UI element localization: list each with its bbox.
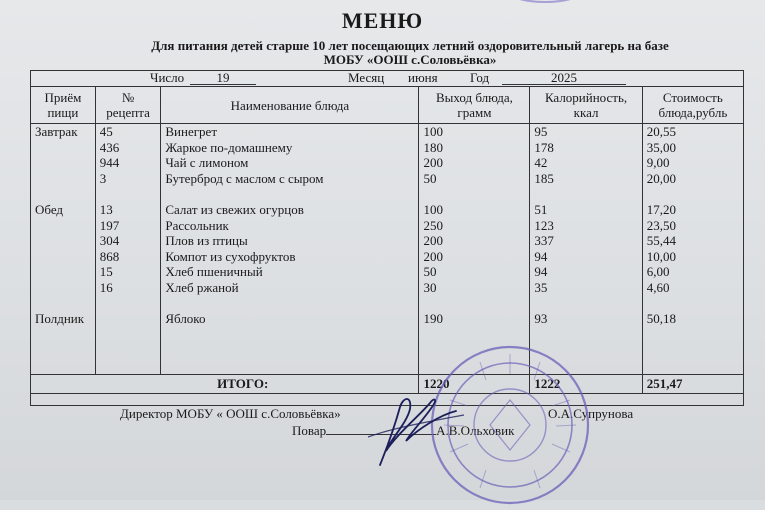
cell-recipe: 15 — [95, 264, 161, 280]
cell-calories: 42 — [530, 155, 642, 171]
table-row — [31, 140, 744, 156]
director-name: О.А.Супрунова — [548, 406, 634, 421]
table-row — [31, 202, 744, 218]
cell-calories: 93 — [530, 311, 642, 327]
cell-cost: 20,00 — [642, 171, 743, 187]
month-value: июня — [408, 70, 438, 85]
cell-output: 200 — [419, 155, 530, 171]
cell-cost — [642, 342, 743, 358]
cell-output: 100 — [419, 202, 530, 218]
cell-output: 50 — [419, 171, 530, 187]
cook-label: Повар — [292, 423, 327, 438]
cell-dish: Винегрет — [161, 124, 419, 140]
cell-dish — [161, 358, 419, 374]
day-label: Число — [150, 70, 185, 85]
cell-cost: 23,50 — [642, 218, 743, 234]
cell-cost — [642, 296, 743, 312]
cell-dish: Салат из свежих огурцов — [161, 202, 419, 218]
cell-calories: 95 — [530, 124, 642, 140]
cell-output: 30 — [419, 280, 530, 296]
cell-meal — [31, 249, 96, 265]
cell-dish: Бутерброд с маслом с сыром — [161, 171, 419, 187]
table-row — [31, 124, 744, 140]
cell-meal — [31, 358, 96, 374]
cell-dish: Компот из сухофруктов — [161, 249, 419, 265]
cell-calories — [530, 327, 642, 343]
cell-output — [419, 296, 530, 312]
menu-title: МЕНЮ — [341, 8, 424, 33]
table-row — [31, 296, 744, 312]
cell-dish: Яблоко — [161, 311, 419, 327]
date-line — [30, 70, 742, 86]
table-row — [31, 280, 744, 296]
cell-recipe — [95, 186, 161, 202]
cook-signature-line — [326, 422, 436, 435]
cell-meal: Завтрак — [31, 124, 96, 140]
cell-recipe: 868 — [95, 249, 161, 265]
cell-output: 190 — [419, 311, 530, 327]
header-cost: Стоимость блюда,рубль — [642, 87, 743, 124]
cell-recipe — [95, 342, 161, 358]
header-meal: Приём пищи — [31, 87, 96, 124]
cell-recipe: 944 — [95, 155, 161, 171]
cell-cost: 17,20 — [642, 202, 743, 218]
table-row — [31, 311, 744, 327]
table-row — [31, 233, 744, 249]
cell-dish: Плов из птицы — [161, 233, 419, 249]
cell-calories: 94 — [530, 249, 642, 265]
table-row — [31, 155, 744, 171]
cell-output: 250 — [419, 218, 530, 234]
cell-cost: 35,00 — [642, 140, 743, 156]
cell-output: 180 — [419, 140, 530, 156]
cell-cost: 55,44 — [642, 233, 743, 249]
cell-dish: Жаркое по-домашнему — [161, 140, 419, 156]
cell-dish: Хлеб ржаной — [161, 280, 419, 296]
cell-calories: 123 — [530, 218, 642, 234]
cell-recipe: 436 — [95, 140, 161, 156]
cell-meal — [31, 218, 96, 234]
table-row — [31, 358, 744, 374]
total-cost: 251,47 — [642, 374, 743, 393]
table-row — [31, 249, 744, 265]
cell-meal — [31, 186, 96, 202]
menu-subtitle-line1: Для питания детей старше 10 лет посещающих летний оздоровительный лагерь на базе — [151, 38, 669, 53]
cell-recipe: 3 — [95, 171, 161, 187]
cell-cost: 9,00 — [642, 155, 743, 171]
cell-cost: 50,18 — [642, 311, 743, 327]
cell-cost: 20,55 — [642, 124, 743, 140]
year-value: 2025 — [502, 70, 626, 85]
cell-output — [419, 358, 530, 374]
cell-calories: 337 — [530, 233, 642, 249]
table-row — [31, 218, 744, 234]
cell-calories: 51 — [530, 202, 642, 218]
total-row — [31, 374, 744, 393]
header-output: Выход блюда, грамм — [419, 87, 530, 124]
cell-calories: 185 — [530, 171, 642, 187]
cell-dish: Рассольник — [161, 218, 419, 234]
cell-calories: 35 — [530, 280, 642, 296]
cell-calories — [530, 186, 642, 202]
cell-cost: 4,60 — [642, 280, 743, 296]
cell-calories: 94 — [530, 264, 642, 280]
cell-output: 200 — [419, 249, 530, 265]
header-calories: Калорийность, ккал — [530, 87, 642, 124]
cell-output: 50 — [419, 264, 530, 280]
cell-meal — [31, 171, 96, 187]
cell-cost — [642, 186, 743, 202]
year-label: Год — [470, 70, 490, 85]
total-output: 1220 — [419, 374, 530, 393]
cell-recipe — [95, 358, 161, 374]
cell-meal — [31, 233, 96, 249]
cell-meal — [31, 327, 96, 343]
cell-recipe: 197 — [95, 218, 161, 234]
cell-recipe — [95, 327, 161, 343]
cell-meal — [31, 155, 96, 171]
cell-meal — [31, 140, 96, 156]
cell-output — [419, 327, 530, 343]
cell-recipe: 304 — [95, 233, 161, 249]
cell-meal — [31, 296, 96, 312]
cell-calories — [530, 296, 642, 312]
cell-recipe: 45 — [95, 124, 161, 140]
table-row — [31, 264, 744, 280]
cell-output: 100 — [419, 124, 530, 140]
day-value: 19 — [190, 70, 256, 85]
cell-output — [419, 186, 530, 202]
cell-recipe — [95, 311, 161, 327]
cook-line — [292, 422, 514, 439]
cell-calories: 178 — [530, 140, 642, 156]
table-header-row — [31, 87, 744, 124]
cell-dish: Чай с лимоном — [161, 155, 419, 171]
table-row — [31, 171, 744, 187]
cell-cost: 10,00 — [642, 249, 743, 265]
menu-table — [30, 86, 744, 394]
cell-meal — [31, 280, 96, 296]
cell-dish: Хлеб пшеничный — [161, 264, 419, 280]
director-label: Директор МОБУ « ООШ с.Соловьёвка» — [120, 406, 341, 421]
cell-cost — [642, 327, 743, 343]
cell-meal: Полдник — [31, 311, 96, 327]
cell-recipe — [95, 296, 161, 312]
total-calories: 1222 — [530, 374, 642, 393]
cell-output: 200 — [419, 233, 530, 249]
cell-dish — [161, 186, 419, 202]
header-dish: Наименование блюда — [161, 87, 419, 124]
cell-calories — [530, 358, 642, 374]
cook-name: А.В.Ольховик — [436, 423, 515, 438]
table-row — [31, 342, 744, 358]
menu-subtitle-line2: МОБУ «ООШ с.Соловьёвка» — [323, 52, 497, 67]
cell-output — [419, 342, 530, 358]
header-recipe: № рецепта — [95, 87, 161, 124]
cell-meal — [31, 342, 96, 358]
cell-recipe: 16 — [95, 280, 161, 296]
cell-recipe: 13 — [95, 202, 161, 218]
cell-meal: Обед — [31, 202, 96, 218]
total-label: ИТОГО: — [31, 374, 419, 393]
table-row — [31, 186, 744, 202]
month-label: Месяц — [348, 70, 385, 85]
cell-cost: 6,00 — [642, 264, 743, 280]
cell-dish — [161, 327, 419, 343]
cell-calories — [530, 342, 642, 358]
cell-cost — [642, 358, 743, 374]
cell-dish — [161, 296, 419, 312]
table-row — [31, 327, 744, 343]
cell-meal — [31, 264, 96, 280]
cell-dish — [161, 342, 419, 358]
